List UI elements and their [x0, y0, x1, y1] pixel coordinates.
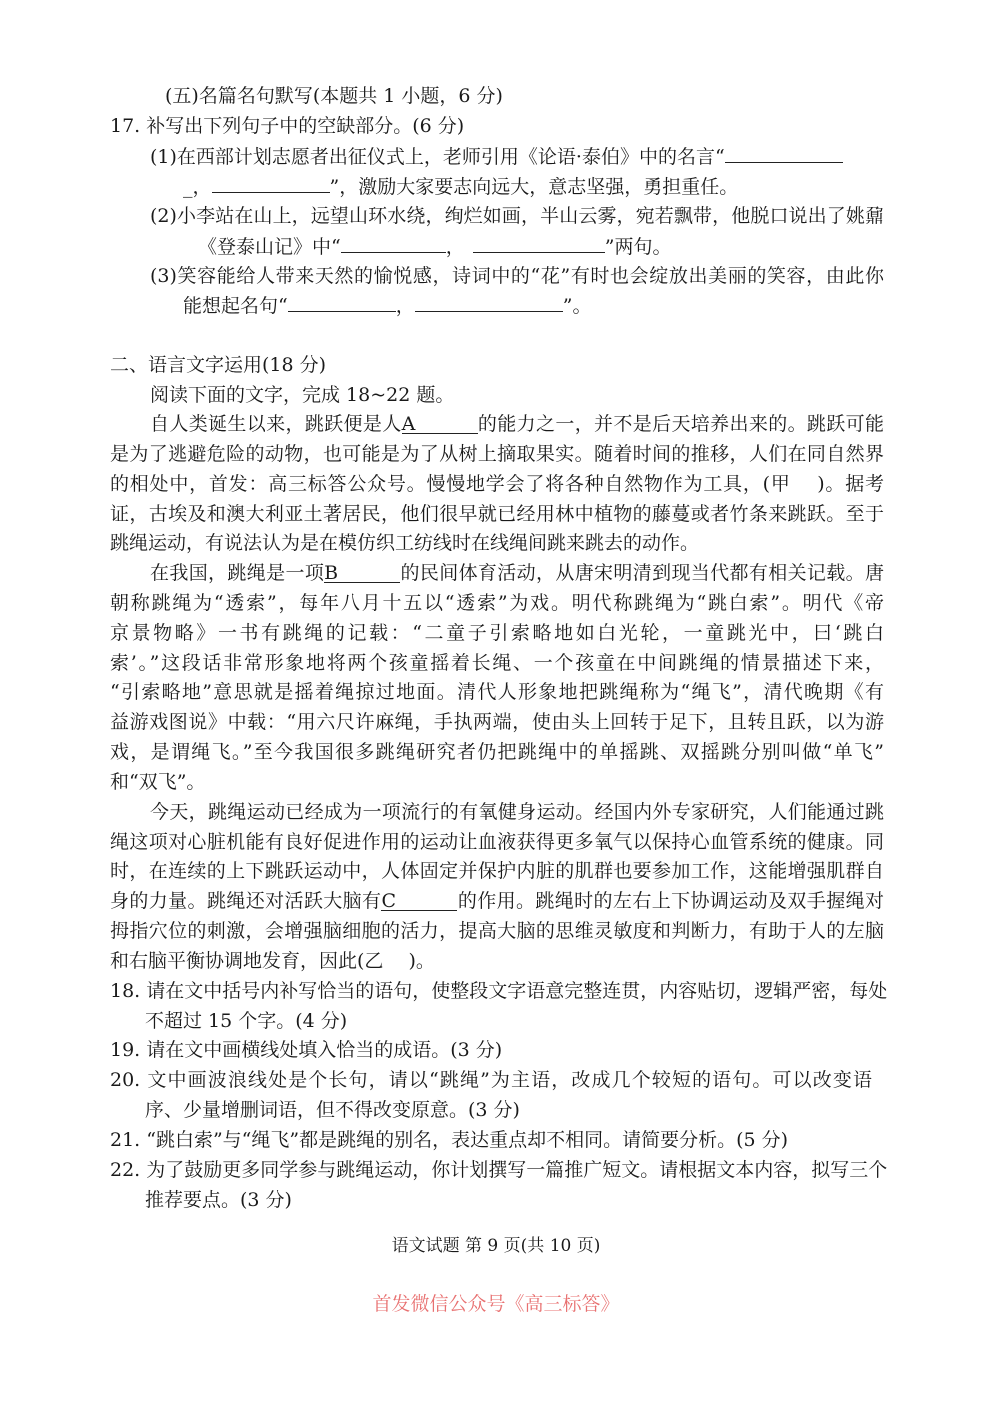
- question-20-cont: 序、少量增删词语，但不得改变原意。(3 分): [145, 1099, 520, 1121]
- para-text: 自人类诞生以来，跳跃便是人: [150, 413, 402, 435]
- section2-heading: 二、语言文字运用(18 分): [110, 354, 327, 376]
- question-18: 18. 请在文中括号内补写恰当的语句，使整段文字语意完整连贯，内容贴切，逻辑严密，每处: [110, 980, 888, 1002]
- para3-line: 拇指穴位的刺激，会增强脑细胞的活力，提高大脑的思维灵敏度和判断力，有助于人的左脑: [110, 920, 884, 942]
- para1-line: 是为了逃避危险的动物，也可能是为了从树上摘取果实。随着时间的推移，人们在同自然界: [110, 443, 884, 465]
- q17-item1-text: _，: [183, 176, 212, 198]
- question-22: 22. 为了鼓励更多同学参与跳绳运动，你计划撰写一篇推广短文。请根据文本内容，拟写三个: [110, 1159, 888, 1181]
- blank-C: C: [381, 890, 457, 911]
- para1-line: [150, 410, 884, 438]
- answer-blank: [212, 172, 330, 193]
- answer-blank: [288, 291, 396, 312]
- para2-line: 戏，是谓绳飞。”至今我国很多跳绳研究者仍把跳绳中的单摇跳、双摇跳分别叫做“单飞”: [110, 741, 884, 763]
- para-text: 身的力量。跳绳还对活跃大脑有: [110, 890, 382, 912]
- question-19: 19. 请在文中画横线处填入恰当的成语。(3 分): [110, 1039, 503, 1061]
- question-17-stem: 17. 补写出下列句子中的空缺部分。(6 分): [110, 115, 465, 137]
- q17-item1-cont: [183, 172, 738, 200]
- para2-line: “引索略地”意思就是摇着绳掠过地面。清代人形象地把跳绳称为“绳飞”，清代晚期《有: [110, 681, 884, 703]
- answer-blank: [341, 232, 446, 253]
- question-18-cont: 不超过 15 个字。(4 分): [145, 1010, 348, 1032]
- answer-blank: [415, 291, 563, 312]
- para1-line: 的相处中，首发：高三标答公众号。慢慢地学会了将各种自然物作为工具，(甲 )。据考: [110, 473, 884, 495]
- q17-item1-text: (1)在西部计划志愿者出征仪式上，老师引用《论语·泰伯》中的名言“: [150, 146, 725, 168]
- q17-item2-cont: [198, 232, 671, 260]
- para-text: 的能力之一，并不是后天培养出来的。跳跃可能: [477, 413, 884, 435]
- q17-item3-cont: [183, 291, 591, 319]
- para-text: 的民间体育活动，从唐宋明清到现当代都有相关记载。唐: [400, 562, 884, 584]
- para3-line: 时，在连续的上下跳跃运动中，人体固定并保护内脏的肌群也要参加工作，这能增强肌群自: [110, 860, 884, 882]
- reading-intro: 阅读下面的文字，完成 18~22 题。: [150, 384, 455, 406]
- blank-B: B: [324, 562, 400, 583]
- para-text: 的作用。跳绳时的左右上下协调运动及双手握绳对: [457, 890, 884, 912]
- para2-line: [150, 559, 884, 587]
- para3-line: 绳这项对心脏机能有良好促进作用的运动让血液获得更多氧气以保持心血管系统的健康。同: [110, 831, 884, 853]
- para3-line: [110, 887, 884, 915]
- watermark: 首发微信公众号《高三标答》: [372, 1293, 620, 1315]
- para2-line: 京景物略》一书有跳绳的记载：“二童子引索略地如白光轮，一童跳光中，曰‘跳白: [110, 622, 884, 644]
- para2-line: 朝称跳绳为“透索”，每年八月十五以“透索”为戏。明代称跳绳为“跳白索”。明代《帝: [110, 592, 884, 614]
- para1-line: 证，古埃及和澳大利亚土著居民，他们很早就已经用林中植物的藤蔓或者竹条来跳跃。至于: [110, 503, 884, 525]
- para2-line: 和“双飞”。: [110, 771, 206, 793]
- para2-line: 索’。”这段话非常形象地将两个孩童摇着长绳、一个孩童在中间跳绳的情景描述下来，: [110, 652, 884, 674]
- para2-line: 益游戏图说》中载：“用六尺许麻绳，手执两端，使由头上回转于足下，且转且跃，以为游: [110, 711, 884, 733]
- para-text: 在我国，跳绳是一项: [150, 562, 325, 584]
- para3-line: 今天，跳绳运动已经成为一项流行的有氧健身运动。经国内外专家研究，人们能通过跳: [150, 801, 884, 823]
- q17-item2-text: 《登泰山记》中“: [198, 236, 341, 258]
- question-20: 20. 文中画波浪线处是个长句，请以“跳绳”为主语，改成几个较短的语句。可以改变语: [110, 1069, 872, 1091]
- para3-line: 和右脑平衡协调地发育，因此(乙 )。: [110, 950, 435, 972]
- q17-item2: (2)小李站在山上，远望山环水绕，绚烂如画，半山云雾，宛若飘带，他脱口说出了姚鼐: [150, 205, 884, 227]
- q17-item2-text: ，: [445, 236, 465, 258]
- blank-A: A: [402, 413, 478, 434]
- q17-item2-text: ”两句。: [604, 236, 672, 258]
- q17-item1-text: ”，激励大家要志向远大，意志坚强，勇担重任。: [329, 176, 739, 198]
- q17-item3-text: ，: [395, 295, 415, 317]
- answer-blank: [473, 232, 605, 253]
- para1-line: 跳绳运动，有说法认为是在模仿织工纺线时在线绳间跳来跳去的动作。: [110, 532, 700, 554]
- question-22-cont: 推荐要点。(3 分): [145, 1189, 292, 1211]
- q17-item3-text: ”。: [562, 295, 592, 317]
- answer-blank: [725, 142, 843, 163]
- page-footer: 语文试题 第 9 页(共 10 页): [391, 1236, 601, 1256]
- q17-item3: (3)笑容能给人带来天然的愉悦感，诗词中的“花”有时也会绽放出美丽的笑容，由此你: [150, 265, 884, 287]
- question-21: 21. “跳白索”与“绳飞”都是跳绳的别名，表达重点却不相同。请简要分析。(5 分): [110, 1129, 789, 1151]
- q17-item3-text: 能想起名句“: [183, 295, 288, 317]
- section-heading: (五)名篇名句默写(本题共 1 小题，6 分): [165, 85, 503, 107]
- q17-item1: [150, 142, 843, 170]
